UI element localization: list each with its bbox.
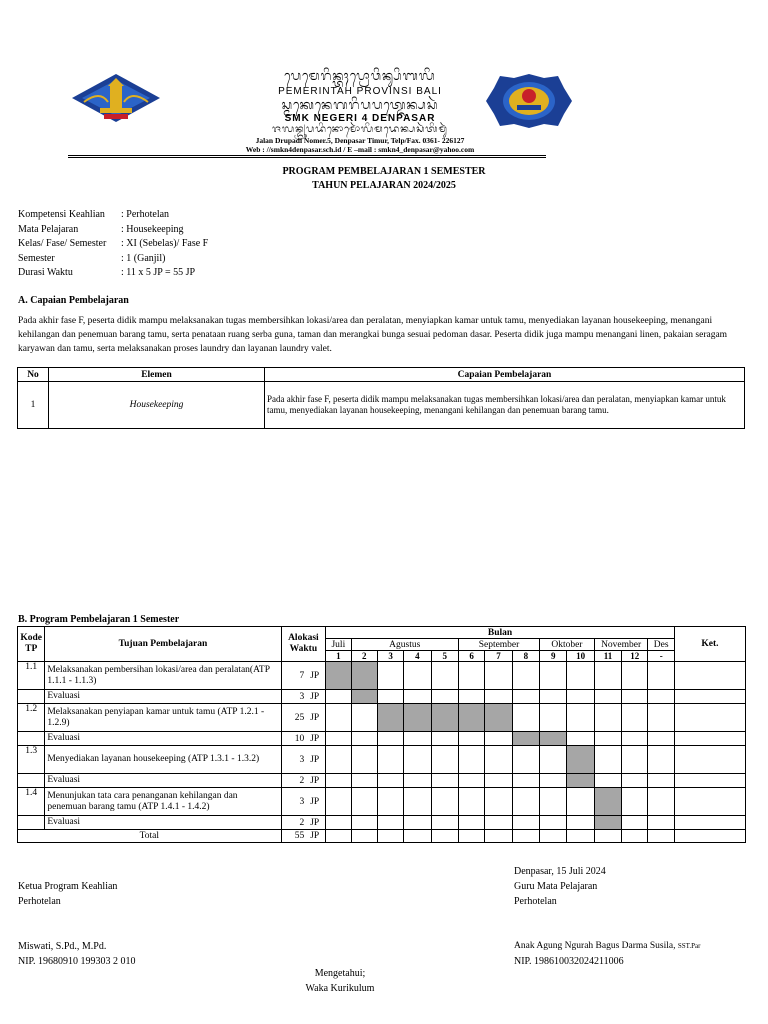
info-row: Mata Pelajaran : Housekeeping [18, 223, 184, 235]
info-row: Kelas/ Fase/ Semester : XI (Sebelas)/ Fase F [18, 238, 209, 249]
row-tujuan: Evaluasi [45, 774, 281, 788]
week-cell [404, 788, 431, 816]
row-jp-unit: JP [310, 775, 320, 786]
row-ket [674, 662, 745, 690]
row-kode: 1.3 [18, 746, 45, 774]
row-tujuan: Menyediakan layanan housekeeping (ATP 1.3.1 - 1.3.2) [45, 746, 281, 774]
week-cell [485, 816, 512, 830]
week-cell [648, 690, 674, 704]
row-kode: 1.2 [18, 704, 45, 732]
week-cell [485, 774, 512, 788]
week-header: 5 [431, 651, 458, 662]
balinese-line-3: ᬚᬮᬦ᭄ᬤ᭄ᬭᬸᬧᬤᬶᬦᭀᬫᭀᬃᬮᬶᬫᬤᬾᬦ᭄ᬧᬲᬃᬢᬶᬫᬸᬃ [272, 124, 448, 135]
letterhead-divider-2 [68, 157, 546, 158]
row-kode [18, 690, 45, 704]
right-nip: NIP. 198610032024211006 [514, 956, 624, 967]
week-header: 12 [622, 651, 648, 662]
right-title-2: Perhotelan [514, 896, 557, 907]
week-cell [404, 662, 431, 690]
week-cell [485, 746, 512, 774]
week-cell [594, 690, 621, 704]
week-cell-scheduled [326, 662, 351, 690]
program-row [18, 704, 746, 732]
row-ket [674, 788, 745, 816]
total-jp-value: 55 [294, 831, 305, 841]
week-cell [458, 732, 484, 746]
section-b-heading: B. Program Pembelajaran 1 Semester [18, 614, 180, 625]
row-jp-unit: JP [310, 817, 320, 828]
row-tujuan: Evaluasi [45, 690, 281, 704]
section-a-heading: A. Capaian Pembelajaran [18, 295, 129, 306]
week-cell [622, 704, 648, 732]
week-cell [512, 746, 539, 774]
week-cell [458, 662, 484, 690]
right-signature [514, 864, 700, 969]
week-cell-scheduled [351, 690, 377, 704]
col-tujuan: Tujuan Pembelajaran [45, 627, 281, 662]
week-cell [567, 816, 594, 830]
col-ket: Ket. [674, 627, 745, 662]
row-kode [18, 732, 45, 746]
week-cell [458, 774, 484, 788]
program-row [18, 774, 746, 788]
school-web-email: Web : //smkn4denpasar.sch.id / E –mail : smkn4_denpasar@yahoo.com [245, 145, 475, 154]
week-header: 1 [326, 651, 351, 662]
week-cell [648, 774, 674, 788]
week-cell [594, 662, 621, 690]
row-kode [18, 816, 45, 830]
center-signature [0, 966, 680, 996]
week-cell [431, 830, 458, 843]
week-cell-scheduled [594, 788, 621, 816]
left-name: Miswati, S.Pd., M.Pd. [18, 941, 107, 952]
left-signature [18, 879, 136, 969]
program-table [17, 626, 746, 843]
week-cell [377, 788, 403, 816]
school-name: SMK NEGERI 4 DENPASAR [284, 113, 436, 124]
week-cell [485, 662, 512, 690]
week-cell [377, 816, 403, 830]
row-jp-value: 3 [299, 691, 305, 702]
week-cell-scheduled [351, 662, 377, 690]
week-cell [648, 662, 674, 690]
info-row: Kompetensi Keahlian : Perhotelan [18, 209, 170, 220]
week-cell [351, 704, 377, 732]
row-jp-unit: JP [310, 796, 320, 807]
week-cell [326, 788, 351, 816]
week-cell [351, 830, 377, 843]
week-cell [377, 732, 403, 746]
week-cell [351, 816, 377, 830]
week-cell [404, 774, 431, 788]
week-cell [540, 774, 567, 788]
week-cell [431, 662, 458, 690]
week-cell [431, 788, 458, 816]
col-elemen: Elemen [49, 368, 265, 382]
week-cell [458, 830, 484, 843]
total-row [18, 830, 746, 843]
month-header: Oktober [540, 639, 595, 651]
row-alokasi [281, 662, 326, 690]
row-kode: 1.1 [18, 662, 45, 690]
left-nip: NIP. 19680910 199303 2 010 [18, 956, 136, 967]
balinese-line-1: ᬧᬾᬫᬾᬭᬶᬦ᭄ᬢᬄᬧ᭄ᬭᭀᬯᬶᬦ᭄ᬲᬶᬩᬮᬶ [284, 69, 436, 84]
total-label: Total [18, 830, 282, 843]
week-cell [431, 732, 458, 746]
left-title-1: Ketua Program Keahlian [18, 881, 118, 892]
week-cell [404, 732, 431, 746]
week-cell [648, 732, 674, 746]
week-cell [622, 774, 648, 788]
week-cell [326, 690, 351, 704]
school-address: Jalan Drupadi Nomer.5, Denpasar Timur, Telp/Fax. 0361- 226127 [255, 136, 465, 145]
balinese-line-2: ᬲ᭄ᬫᬓᬾᬦᬾᬕᬭᬶᬧᬧᬢ᭄ᬤᬾᬦ᭄ᬧᬲᬃ [281, 98, 439, 113]
week-cell [648, 788, 674, 816]
row-tujuan: Melaksanakan penyiapan kamar untuk tamu (ATP 1.2.1 - 1.2.9) [45, 704, 281, 732]
week-cell [404, 746, 431, 774]
week-header: - [648, 651, 674, 662]
row-ket [674, 746, 745, 774]
week-cell [540, 830, 567, 843]
program-row [18, 746, 746, 774]
week-cell [567, 662, 594, 690]
place-date: Denpasar, 15 Juli 2024 [514, 866, 606, 877]
week-cell [567, 732, 594, 746]
week-cell [326, 774, 351, 788]
week-cell-scheduled [404, 704, 431, 732]
total-alokasi [281, 830, 326, 843]
bali-province-logo [70, 72, 162, 124]
week-cell [622, 690, 648, 704]
week-cell [377, 690, 403, 704]
week-cell [567, 830, 594, 843]
row-alokasi [281, 732, 326, 746]
row-jp-unit: JP [310, 670, 320, 681]
week-cell [431, 746, 458, 774]
week-cell-scheduled [567, 746, 594, 774]
week-cell-scheduled [567, 774, 594, 788]
col-alokasi: Alokasi Waktu [281, 627, 326, 662]
week-cell [512, 788, 539, 816]
week-header: 6 [458, 651, 484, 662]
mengetahui-label: Mengetahui; [314, 968, 366, 979]
smk-school-logo [484, 72, 574, 130]
week-cell [594, 732, 621, 746]
week-cell [458, 746, 484, 774]
week-header: 3 [377, 651, 403, 662]
month-header: November [594, 639, 648, 651]
course-info [18, 208, 208, 281]
week-cell-scheduled [540, 732, 567, 746]
month-header: Juli [326, 639, 351, 651]
week-cell [622, 830, 648, 843]
info-row: Durasi Waktu : 11 x 5 JP = 55 JP [18, 267, 196, 278]
week-cell [431, 690, 458, 704]
row-jp-value: 3 [299, 754, 305, 765]
week-cell [567, 704, 594, 732]
program-row [18, 816, 746, 830]
week-cell-scheduled [458, 704, 484, 732]
week-cell [540, 690, 567, 704]
info-row: Semester : 1 (Ganjil) [18, 252, 166, 264]
week-cell [512, 816, 539, 830]
row-alokasi [281, 816, 326, 830]
week-cell [540, 746, 567, 774]
letterhead-divider [68, 155, 546, 156]
row-alokasi [281, 774, 326, 788]
row-ket [674, 690, 745, 704]
row-jp-value: 2 [299, 817, 305, 828]
program-row [18, 788, 746, 816]
week-cell [622, 816, 648, 830]
row-jp-unit: JP [310, 691, 320, 702]
week-cell [567, 788, 594, 816]
row-jp-value: 25 [294, 712, 305, 723]
week-cell [540, 704, 567, 732]
week-header: 11 [594, 651, 621, 662]
week-cell [648, 704, 674, 732]
row-elemen: Housekeeping [49, 382, 265, 429]
week-cell [326, 704, 351, 732]
week-cell [540, 788, 567, 816]
week-header: 2 [351, 651, 377, 662]
row-ket [674, 704, 745, 732]
week-cell [485, 788, 512, 816]
row-jp-unit: JP [310, 712, 320, 723]
week-cell [458, 788, 484, 816]
row-alokasi [281, 690, 326, 704]
row-jp-value: 2 [299, 775, 305, 786]
week-cell [594, 774, 621, 788]
week-cell [512, 774, 539, 788]
row-ket [674, 774, 745, 788]
waka-kurikulum-label: Waka Kurikulum [305, 983, 375, 994]
week-cell [404, 690, 431, 704]
row-jp-value: 10 [294, 733, 305, 744]
section-a-paragraph: Pada akhir fase F, peserta didik mampu melaksanakan tugas membersihkan lokasi/area dan peralatan, menyiapkan kamar untuk tamu, menyediakan layanan housekeeping, menangani kehilangan dan penemuan barang tamu, serta penataan ruang serba guna, taman dan merangkai bunga sesuai pedoman dasar. Peserta didik juga mampu menangani linen, pakaian seragam karyawan dan tamu, serta melaksanakan proses laundry dan layanan laundry valet. [18, 316, 728, 354]
row-alokasi [281, 788, 326, 816]
week-cell [377, 746, 403, 774]
week-cell [326, 732, 351, 746]
row-tujuan: Evaluasi [45, 732, 281, 746]
row-tujuan: Melaksanakan pembersihan lokasi/area dan peralatan(ATP 1.1.1 - 1.1.3) [45, 662, 281, 690]
week-cell [512, 704, 539, 732]
week-cell [594, 830, 621, 843]
week-cell-scheduled [377, 704, 403, 732]
week-cell [351, 774, 377, 788]
row-jp-value: 7 [299, 670, 305, 681]
month-header: Des [648, 639, 674, 651]
right-title-1: Guru Mata Pelajaran [514, 881, 598, 892]
col-kode-tp: Kode TP [18, 627, 45, 662]
row-no: 1 [18, 382, 49, 429]
week-cell [594, 704, 621, 732]
week-cell [622, 732, 648, 746]
month-header: September [458, 639, 539, 651]
week-cell-scheduled [594, 816, 621, 830]
week-cell [512, 830, 539, 843]
week-cell [404, 816, 431, 830]
week-cell [512, 662, 539, 690]
week-cell [648, 816, 674, 830]
week-cell [431, 774, 458, 788]
week-cell [377, 774, 403, 788]
week-header: 8 [512, 651, 539, 662]
row-ket [674, 732, 745, 746]
right-name-suffix: SST.Par [677, 942, 701, 950]
row-jp-unit: JP [310, 754, 320, 765]
week-cell [377, 830, 403, 843]
row-tujuan: Evaluasi [45, 816, 281, 830]
week-cell [567, 690, 594, 704]
week-header: 4 [404, 651, 431, 662]
month-header: Agustus [351, 639, 458, 651]
week-cell [326, 746, 351, 774]
week-cell [485, 830, 512, 843]
week-header: 7 [485, 651, 512, 662]
week-cell [540, 816, 567, 830]
week-cell [540, 662, 567, 690]
week-cell [404, 830, 431, 843]
week-cell [622, 746, 648, 774]
week-cell [485, 690, 512, 704]
week-cell [512, 690, 539, 704]
row-jp-unit: JP [310, 733, 320, 744]
week-cell [594, 746, 621, 774]
doc-subtitle: TAHUN PELAJARAN 2024/2025 [312, 180, 456, 191]
program-row [18, 732, 746, 746]
doc-title: PROGRAM PEMBELAJARAN 1 SEMESTER [282, 166, 486, 177]
total-ket [674, 830, 745, 843]
col-no: No [18, 368, 49, 382]
row-ket [674, 816, 745, 830]
right-name: Anak Agung Ngurah Bagus Darma Susila, [514, 941, 676, 951]
week-cell-scheduled [512, 732, 539, 746]
program-row [18, 690, 746, 704]
week-header: 9 [540, 651, 567, 662]
row-kode: 1.4 [18, 788, 45, 816]
week-header: 10 [567, 651, 594, 662]
row-tujuan: Menunjukan tata cara penanganan kehilangan dan penemuan barang tamu (ATP 1.4.1 - 1.4.2) [45, 788, 281, 816]
row-alokasi [281, 704, 326, 732]
week-cell-scheduled [485, 704, 512, 732]
week-cell [458, 816, 484, 830]
row-kode [18, 774, 45, 788]
week-cell [458, 690, 484, 704]
week-cell [351, 788, 377, 816]
week-cell [648, 746, 674, 774]
province-name: PEMERINTAH PROVINSI BALI [278, 86, 442, 97]
capaian-table [17, 367, 745, 429]
week-cell [622, 662, 648, 690]
row-jp-value: 3 [299, 796, 305, 807]
week-cell [431, 816, 458, 830]
col-capaian: Capaian Pembelajaran [265, 368, 745, 382]
week-cell [351, 732, 377, 746]
week-cell [351, 746, 377, 774]
week-cell-scheduled [431, 704, 458, 732]
week-cell [326, 816, 351, 830]
left-title-2: Perhotelan [18, 896, 61, 907]
row-capaian: Pada akhir fase F, peserta didik mampu melaksanakan tugas membersihkan lokasi/area dan peralatan, menyiapkan kamar untuk tamu, menyediakan layanan housekeeping, menangani kehilangan dan penemuan barang tamu. [265, 382, 745, 429]
week-cell [622, 788, 648, 816]
total-jp-unit: JP [310, 831, 320, 841]
week-cell [377, 662, 403, 690]
week-cell [485, 732, 512, 746]
col-bulan: Bulan [326, 627, 675, 639]
week-cell [648, 830, 674, 843]
row-alokasi [281, 746, 326, 774]
program-row [18, 662, 746, 690]
week-cell [326, 830, 351, 843]
